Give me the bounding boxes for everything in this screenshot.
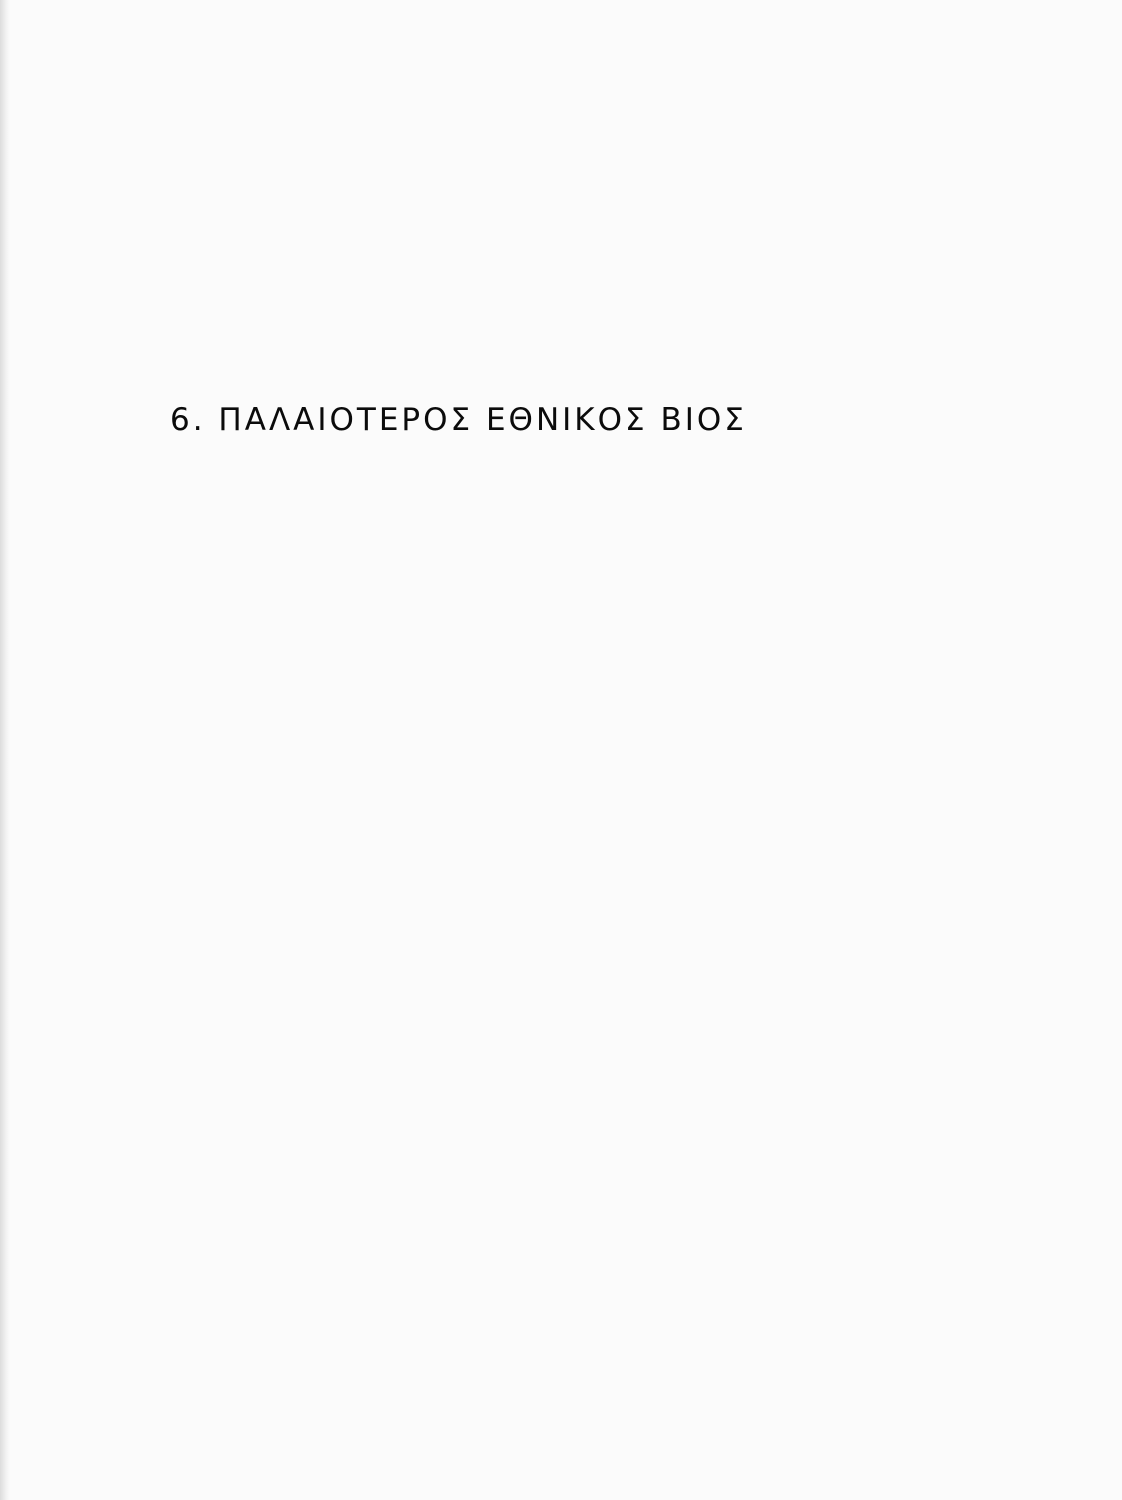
page-binding-edge: [0, 0, 10, 1500]
chapter-heading: 6. ΠΑΛΑΙΟΤΕΡΟΣ ΕΘΝΙΚΟΣ ΒΙΟΣ: [170, 402, 747, 438]
